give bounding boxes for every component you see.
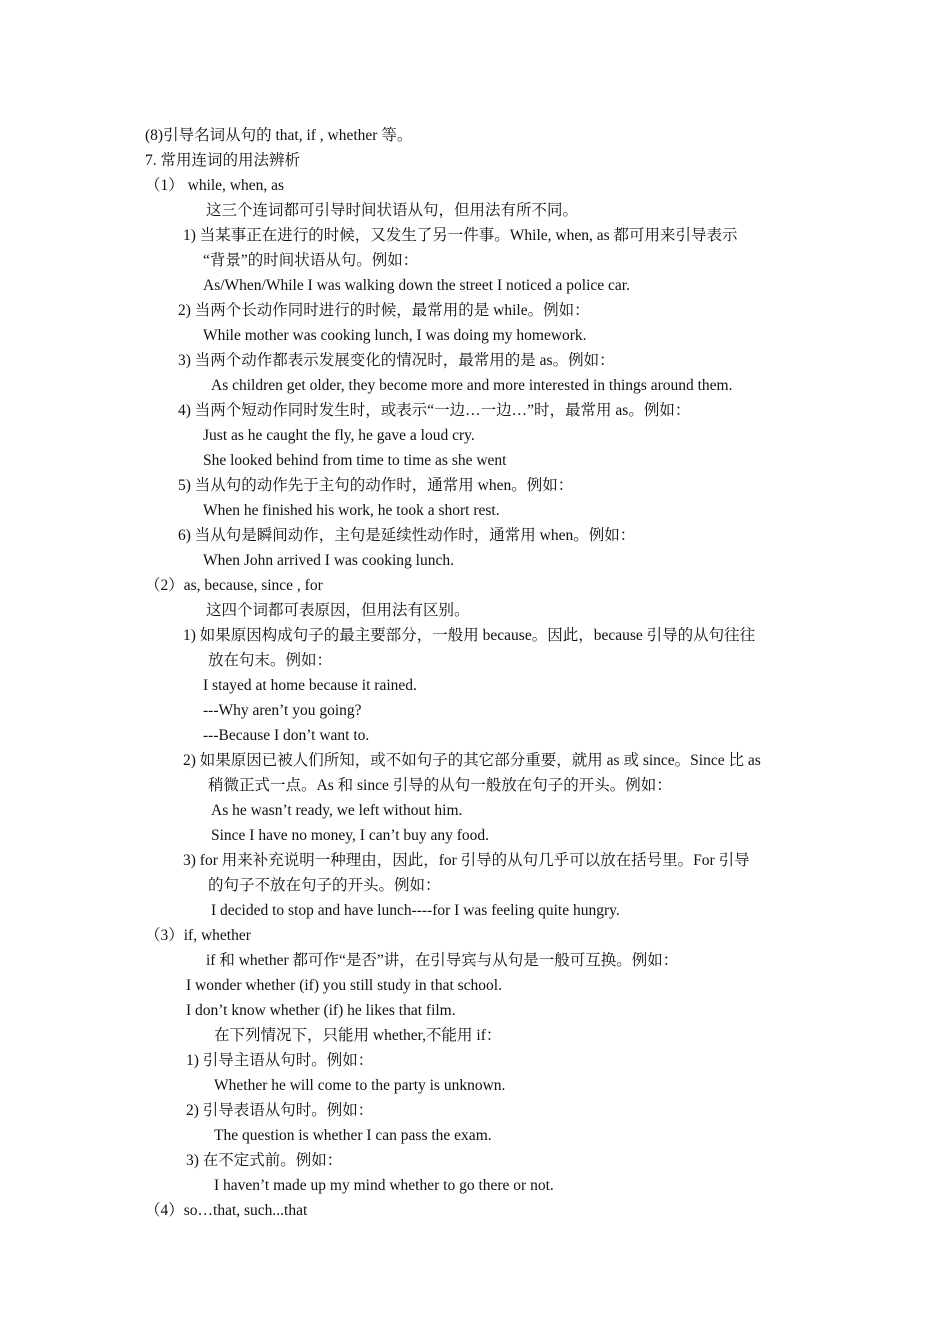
doc-line: 这三个连词都可引导时间状语从句，但用法有所不同。 xyxy=(206,202,579,219)
doc-line: 3) for 用来补充说明一种理由，因此，for 引导的从句几乎可以放在括号里。For 引导 xyxy=(183,852,750,869)
example-sentence: As he wasn’t ready, we left without him. xyxy=(211,802,463,819)
example-sentence: ---Because I don’t want to. xyxy=(203,727,370,744)
doc-line: 在下列情况下，只能用 whether,不能用 if： xyxy=(214,1027,502,1044)
example-sentence: I wonder whether (if) you still study in that school. xyxy=(186,977,502,994)
doc-line: 4) 当两个短动作同时发生时，或表示“一边…一边…”时，最常用 as。例如： xyxy=(178,402,691,419)
example-sentence: The question is whether I can pass the exam. xyxy=(214,1127,492,1144)
doc-line: if 和 whether 都可作“是否”讲，在引导宾与从句是一般可互换。例如： xyxy=(206,952,679,969)
example-sentence: Since I have no money, I can’t buy any food. xyxy=(211,827,490,844)
doc-line: 1) 当某事正在进行的时候，又发生了另一件事。While, when, as 都可用来引导表示 xyxy=(183,227,738,244)
subsection-heading: （1） while, when, as xyxy=(145,177,285,194)
doc-line: 的句子不放在句子的开头。例如： xyxy=(208,877,441,894)
example-sentence: When John arrived I was cooking lunch. xyxy=(203,552,454,569)
doc-line: 2) 引导表语从句时。例如： xyxy=(186,1102,374,1119)
example-sentence: Just as he caught the fly, he gave a loud cry. xyxy=(203,427,475,444)
doc-line: 2) 当两个长动作同时进行的时候，最常用的是 while。例如： xyxy=(178,302,590,319)
doc-line: 2) 如果原因已被人们所知，或不如句子的其它部分重要，就用 as 或 since。Since 比 as xyxy=(183,752,761,769)
example-sentence: While mother was cooking lunch, I was doing my homework. xyxy=(203,327,587,344)
doc-line: 1) 引导主语从句时。例如： xyxy=(186,1052,374,1069)
doc-line: 1) 如果原因构成句子的最主要部分，一般用 because。因此，because 引导的从句往往 xyxy=(183,627,756,644)
example-sentence: As children get older, they become more and more interested in things around them. xyxy=(211,377,733,394)
example-sentence: As/When/While I was walking down the street I noticed a police car. xyxy=(203,277,630,294)
example-sentence: I don’t know whether (if) he likes that film. xyxy=(186,1002,456,1019)
example-sentence: When he finished his work, he took a short rest. xyxy=(203,502,500,519)
doc-line: (8)引导名词从句的 that, if , whether 等。 xyxy=(145,127,413,144)
example-sentence: She looked behind from time to time as she went xyxy=(203,452,507,469)
subsection-heading: （2）as, because, since , for xyxy=(145,577,323,594)
section-heading: 7. 常用连词的用法辨析 xyxy=(145,152,301,169)
doc-line: 这四个词都可表原因，但用法有区别。 xyxy=(206,602,470,619)
doc-line: “背景”的时间状语从句。例如： xyxy=(203,252,419,269)
doc-line: 稍微正式一点。As 和 since 引导的从句一般放在句子的开头。例如： xyxy=(208,777,672,794)
example-sentence: Whether he will come to the party is unknown. xyxy=(214,1077,506,1094)
doc-line: 6) 当从句是瞬间动作，主句是延续性动作时，通常用 when。例如： xyxy=(178,527,636,544)
example-sentence: I stayed at home because it rained. xyxy=(203,677,417,694)
doc-line: 5) 当从句的动作先于主句的动作时，通常用 when。例如： xyxy=(178,477,574,494)
doc-line: 3) 当两个动作都表示发展变化的情况时，最常用的是 as。例如： xyxy=(178,352,615,369)
example-sentence: I decided to stop and have lunch----for I was feeling quite hungry. xyxy=(211,902,620,919)
doc-line: 3) 在不定式前。例如： xyxy=(186,1152,343,1169)
subsection-heading: （4）so…that, such...that xyxy=(145,1202,308,1219)
subsection-heading: （3）if, whether xyxy=(145,927,251,944)
example-sentence: I haven’t made up my mind whether to go there or not. xyxy=(214,1177,554,1194)
doc-line: 放在句末。例如： xyxy=(208,652,333,669)
example-sentence: ---Why aren’t you going? xyxy=(203,702,362,719)
